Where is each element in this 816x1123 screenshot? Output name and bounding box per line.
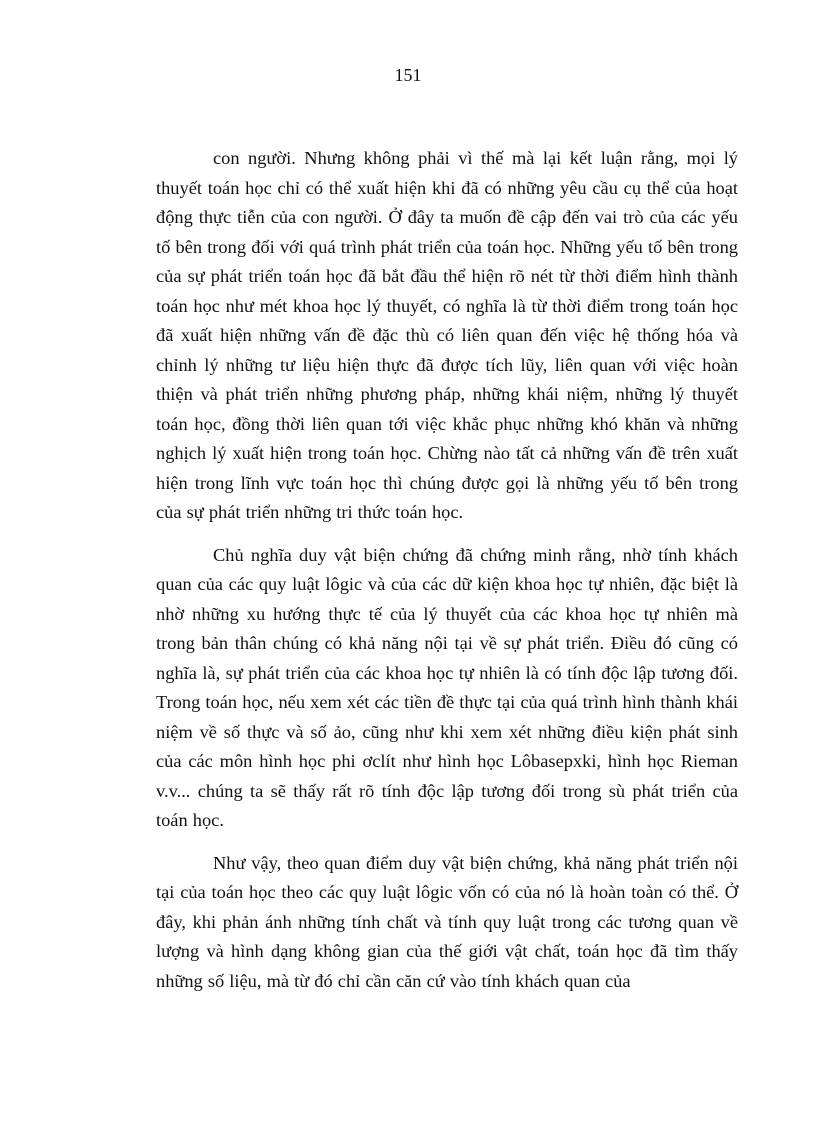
page-number: 151	[394, 65, 422, 85]
paragraph-1: con người. Nhưng không phải vì thế mà lại kết luận rằng, mọi lý thuyết toán học chỉ có thể xuất hiện khi đã có những yêu cầu cụ thể của hoạt động thực tiễn của con người. Ở đây ta muốn đề cập đến vai trò của các yếu tố bên trong đối với quá trình phát triển của toán học. Những yếu tố bên trong của sự phát triển toán học đã bắt đầu thể hiện rõ nét từ thời điểm hình thành toán học như mét khoa học lý thuyết, có nghĩa là từ thời điểm trong toán học đã xuất hiện những vấn đề đặc thù có liên quan đến việc hệ thống hóa và chỉnh lý những tư liệu hiện thực đã được tích lũy, liên quan với việc hoàn thiện và phát triển những phương pháp, những khái niệm, những lý thuyết toán học, đồng thời liên quan tới việc khắc phục những khó khăn và những nghịch lý xuất hiện trong toán học. Chừng nào tất cả những vấn đề trên xuất hiện trong lĩnh vực toán học thì chúng được gọi là những yếu tố bên trong của sự phát triển những tri thức toán học.	[156, 148, 738, 522]
paragraph-2: Chủ nghĩa duy vật biện chứng đã chứng minh rằng, nhờ tính khách quan của các quy luật lôgic và của các dữ kiện khoa học tự nhiên, đặc biệt là nhờ những xu hướng thực tế của lý thuyết của các khoa học tự nhiên mà trong bản thân chúng có khả năng nội tại về sự phát triển. Điều đó cũng có nghĩa là, sự phát triển của các khoa học tự nhiên là có tính độc lập tương đối. Trong toán học, nếu xem xét các tiền đề thực tại của quá trình hình thành khái niệm về số thực và số ảo, cũng như khi xem xét những điều kiện phát sinh của các môn hình học phi ơclít như hình học Lôbasepxki, hình học Rieman v.v... chúng ta sẽ thấy rất rõ tính độc lập tương đối trong sù phát triển của toán học.	[156, 544, 738, 830]
paragraph-3: Như vậy, theo quan điểm duy vật biện chứng, khả năng phát triển nội tại của toán học theo các quy luật lôgic vốn có của nó là hoàn toàn có thể. Ở đây, khi phản ánh những tính chất và tính quy luật trong các tương quan về lượng và hình dạng không gian của thế giới vật chất, toán học đã tìm thấy những số liệu, mà từ đó chỉ cần căn cứ vào tính khách quan của	[156, 852, 738, 991]
body-text	[156, 144, 738, 1009]
